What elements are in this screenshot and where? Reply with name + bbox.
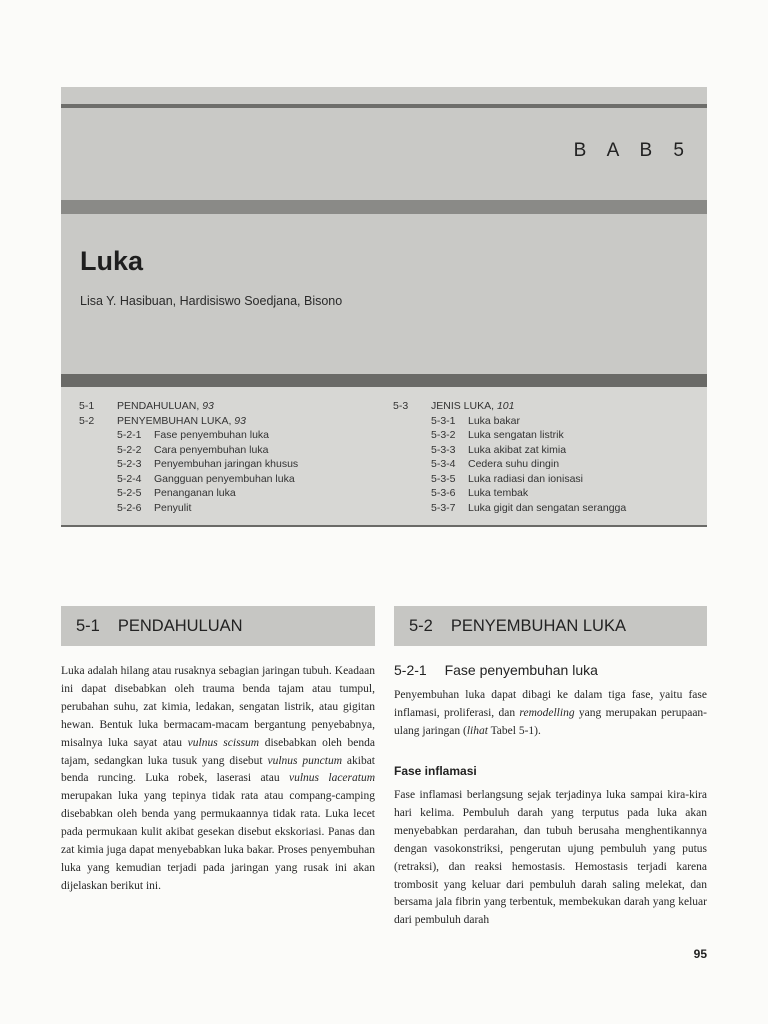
toc-entry: [79, 399, 298, 414]
inflammation-heading: Fase inflamasi: [394, 764, 477, 778]
subsection-title: Fase penyembuhan luka: [444, 662, 598, 678]
toc-entry: [79, 472, 298, 487]
toc-entry: [393, 486, 626, 501]
text-run: disebabkan oleh benda tajam, sedangkan luka tusuk yang disebut: [61, 736, 375, 767]
section-heading-pendahuluan: [61, 606, 375, 646]
toc-entry-title: Cara penyembuhan luka: [154, 443, 269, 456]
toc-entry: [393, 457, 626, 472]
toc-entry-number: 5-3-4: [431, 458, 456, 470]
header-rule-middle: [61, 200, 707, 214]
toc-entry-number: 5-3-6: [431, 487, 456, 499]
toc-entry: [393, 443, 626, 458]
subsection-number: 5-2-1: [394, 662, 427, 678]
section-number: 5-1: [76, 616, 100, 635]
toc-entry-title: Luka gigit dan sengatan serangga: [468, 501, 627, 514]
toc-entry-number: 5-2-3: [117, 458, 142, 470]
chapter-header: [61, 87, 707, 387]
toc-entry-title: Gangguan penyembuhan luka: [154, 472, 295, 485]
toc-entry-number: 5-3-5: [431, 472, 456, 485]
text-run: Luka adalah hilang atau rusaknya sebagian jaringan tubuh. Keadaan ini dapat disebabkan oleh trauma benda tajam atau tumpul, perubahan suhu, zat kimia, ledakan, sengatan listrik, atau gigitan hewan. Bentuk luka bermacam-macam bergantung penyebabnya, misalnya luka sayat atau: [61, 665, 375, 749]
chapter-title: Luka: [80, 246, 144, 276]
toc-entry-number: 5-3-2: [431, 429, 456, 441]
italic-term: remodelling: [519, 706, 575, 719]
toc-entry-number: 5-3: [393, 400, 409, 412]
subsection-heading: [394, 662, 598, 678]
text-run: akibat benda runcing. Luka robek, laserasi atau: [61, 754, 375, 785]
toc-entry-title: JENIS LUKA,: [431, 400, 497, 412]
section-number: 5-2: [409, 616, 433, 635]
toc-entry: [393, 501, 626, 516]
toc-entry: [393, 414, 626, 429]
toc-entry-title: Luka tembak: [468, 487, 529, 499]
toc-entry-title: Cedera suhu dingin: [468, 458, 560, 470]
section-heading-penyembuhan: [394, 606, 707, 646]
inflammation-paragraph: Fase inflamasi berlangsung sejak terjadinya luka sampai kira-kira hari kelima. Pembuluh darah yang terputus pada luka akan menyebabkan perdarahan, dan tubuh berusaha menghentikannya dengan vasokonstriksi, pengerutan ujung pembuluh yang putus (retraksi), dan reaksi hemostasis. Hemostasis terjadi karena trombosit yang keluar dari pembuluh darah saling melekat, dan bersama jala fibrin yang terbentuk, membekukan darah yang keluar dari pembuluh darah: [394, 789, 707, 927]
toc-entry-title: PENYEMBUHAN LUKA,: [117, 414, 235, 427]
toc-entry-number: 5-2-5: [117, 487, 142, 499]
toc-entry-title: Luka radiasi dan ionisasi: [468, 472, 583, 485]
italic-term: lihat: [466, 724, 488, 737]
intro-paragraph: [61, 663, 375, 896]
phase-intro-paragraph: [394, 687, 707, 741]
italic-term: vulnus scissum: [187, 736, 260, 749]
text-run: Penyembuhan luka dapat dibagi ke dalam tiga fase, yaitu fase inflamasi, proliferasi, dan: [394, 689, 707, 719]
chapter-toc: [61, 387, 707, 527]
toc-entry-number: 5-3-3: [431, 443, 456, 456]
toc-entry: [79, 457, 298, 472]
toc-entry-title: Luka sengatan listrik: [468, 429, 564, 441]
toc-entry-page: 101: [496, 400, 515, 412]
header-rule-top: [61, 104, 707, 108]
page-number: 95: [693, 947, 707, 961]
toc-entry-number: 5-1: [79, 400, 95, 412]
section-title: PENYEMBUHAN LUKA: [450, 616, 626, 635]
toc-entry-title: Penyulit: [154, 501, 192, 514]
chapter-label: B A B 5: [573, 140, 692, 161]
text-run: yang merupakan perupaan-ulang jaringan (: [394, 706, 707, 737]
toc-entry-title: Luka bakar: [468, 414, 520, 427]
toc-entry-number: 5-2-2: [117, 443, 142, 456]
text-run: Tabel 5-1).: [487, 724, 541, 737]
text-run: merupakan luka yang tepinya tidak rata atau compang-camping disebabkan oleh benda yang permukaannya tidak rata. Luka lecet pada permukaan kulit akibat gesekan disebut ekskoriasi. Panas dan zat kimia juga dapat menyebabkan luka bakar. Proses penyembuhan luka yang kemudian terjadi pada jaringan yang rusak ini akan dijelaskan berikut ini.: [61, 790, 375, 892]
toc-column-left: [79, 399, 298, 515]
italic-term: vulnus punctum: [267, 754, 343, 767]
toc-entry-number: 5-3-7: [431, 501, 456, 514]
toc-entry: [393, 472, 626, 487]
toc-entry-title: Fase penyembuhan luka: [154, 429, 269, 441]
toc-entry-number: 5-3-1: [431, 414, 456, 427]
toc-entry: [79, 414, 298, 429]
toc-entry-number: 5-2-6: [117, 501, 142, 514]
toc-entry-number: 5-2: [79, 414, 95, 427]
toc-entry-title: PENDAHULUAN,: [117, 400, 203, 412]
toc-entry-number: 5-2-1: [117, 429, 142, 441]
toc-entry-page: 93: [234, 414, 246, 427]
toc-entry: [79, 501, 298, 516]
chapter-authors: Lisa Y. Hasibuan, Hardisiswo Soedjana, Bisono: [80, 294, 343, 308]
toc-entry-title: Penanganan luka: [154, 487, 236, 499]
toc-entry: [79, 443, 298, 458]
toc-entry: [393, 428, 626, 443]
toc-entry-page: 93: [202, 400, 214, 412]
toc-entry: [79, 428, 298, 443]
toc-entry-title: Penyembuhan jaringan khusus: [154, 458, 299, 470]
toc-entry-number: 5-2-4: [117, 472, 142, 485]
toc-entry: [393, 399, 626, 414]
toc-column-right: [393, 399, 626, 515]
section-title: PENDAHULUAN: [117, 616, 243, 635]
toc-entry-title: Luka akibat zat kimia: [468, 443, 567, 456]
italic-term: vulnus laceratum: [288, 772, 376, 785]
toc-entry: [79, 486, 298, 501]
header-rule-toc: [61, 374, 707, 387]
